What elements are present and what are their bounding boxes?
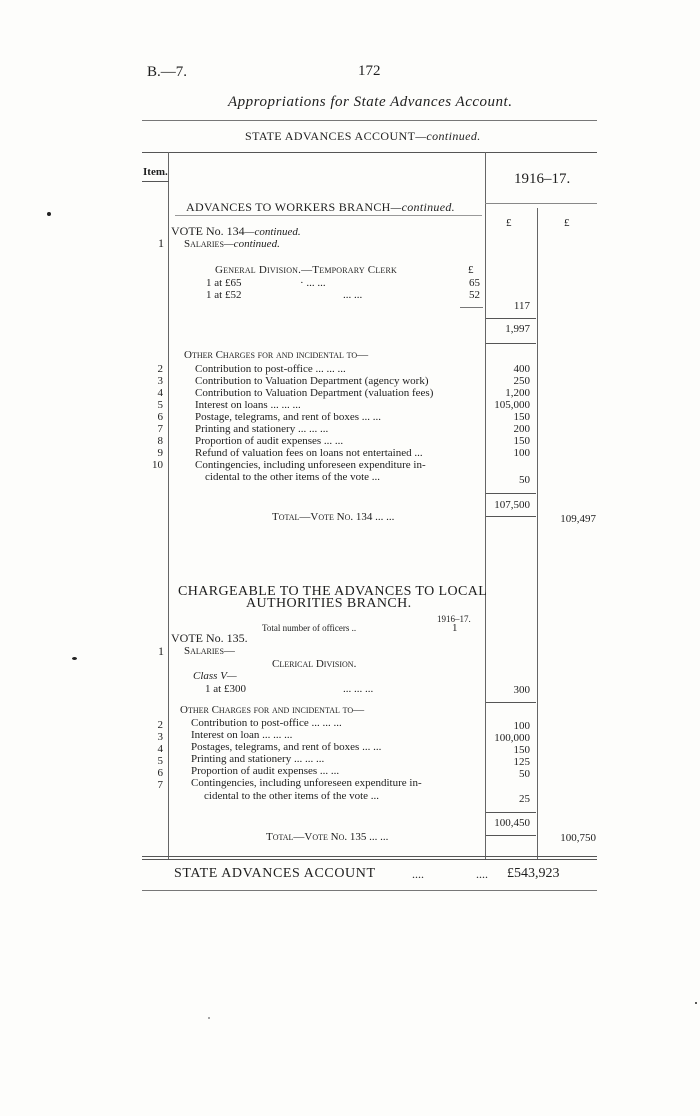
- charge-item-amount: 250: [513, 375, 530, 387]
- workers-vote-total: 109,497: [560, 513, 596, 525]
- grand-total-amount: £543,923: [507, 866, 560, 881]
- charge-item-amount: 150: [513, 435, 530, 447]
- officers-count: 1: [452, 622, 458, 634]
- local-vote-total-label: Total—Vote No. 135 ... ...: [266, 831, 389, 843]
- charge-item-number: 8: [157, 435, 163, 447]
- charge-item-number: 6: [157, 411, 163, 423]
- workers-salaries-item: 1: [158, 236, 164, 250]
- grand-total-dots: ....: [476, 867, 488, 881]
- charge-item-amount: 125: [513, 756, 530, 768]
- other-total-rule-bottom: [486, 516, 536, 517]
- charge-item-number: 3: [157, 375, 163, 387]
- charge-item-text: Contribution to post-office ... ... ...: [191, 717, 342, 729]
- charge-item-amount: 400: [513, 363, 530, 375]
- local-other-total-rule: [486, 812, 536, 813]
- charge-item-text: Contingencies, including unforeseen expenditure in-: [195, 459, 426, 471]
- charge-item-number: 7: [157, 779, 163, 791]
- officers-year: 1916–17.: [437, 614, 471, 624]
- local-heading-line1: CHARGEABLE TO THE ADVANCES TO LOCAL: [178, 584, 488, 599]
- year-header: 1916–17.: [514, 171, 571, 187]
- workers-subtotal: 1,997: [505, 323, 530, 335]
- scan-speck: [695, 1002, 697, 1004]
- charge-item-text: Contingencies, including unforeseen expenditure in-: [191, 777, 422, 789]
- charge-item-amount: 25: [519, 793, 530, 805]
- class-heading: Class V—: [193, 670, 237, 682]
- charge-item-text: Refund of valuation fees on loans not entertained ...: [195, 447, 423, 459]
- charge-item-text-continued: cidental to the other items of the vote ...: [205, 471, 381, 483]
- class-total-rule: [486, 702, 536, 703]
- item-header-rule: [142, 181, 169, 182]
- local-vote-total: 100,750: [560, 832, 596, 844]
- local-other-total: 100,450: [494, 817, 530, 829]
- class-row-dots: ... ... ...: [343, 683, 374, 695]
- workers-vote: VOTE No. 134—continued.: [171, 224, 301, 238]
- workers-vote-total-label: Total—Vote No. 134 ... ...: [272, 511, 395, 523]
- local-heading-line2: AUTHORITIES BRANCH.: [246, 596, 412, 611]
- charge-item-number: 4: [157, 743, 163, 755]
- charge-item-number: 4: [157, 387, 163, 399]
- page-number: 172: [358, 63, 381, 79]
- clerk-row-amount: 52: [469, 289, 480, 301]
- total-column-rule: [537, 208, 538, 859]
- charge-item-amount: 100: [513, 447, 530, 459]
- pound-sign-col2: £: [564, 217, 570, 229]
- charge-item-amount: 100: [513, 720, 530, 732]
- charge-item-text: Interest on loan ... ... ...: [191, 729, 293, 741]
- charge-item-amount: 1,200: [505, 387, 530, 399]
- charge-item-amount: 50: [519, 474, 530, 486]
- charge-item-text: Contribution to post-office ... ... ...: [195, 363, 346, 375]
- clerk-row-dots: ... ...: [343, 289, 363, 301]
- charge-item-amount: 200: [513, 423, 530, 435]
- class-row-amount: 300: [513, 684, 530, 696]
- charge-item-number: 9: [157, 447, 163, 459]
- local-vote: VOTE No. 135.: [171, 631, 248, 645]
- grand-total-dots: ....: [412, 867, 424, 881]
- footer-rule-top: [142, 856, 597, 857]
- salaries-total: 117: [513, 300, 530, 312]
- document-reference: B.—7.: [147, 64, 188, 80]
- charge-item-text: Contribution to Valuation Department (agency work): [195, 375, 429, 387]
- charge-item-text: Printing and stationery ... ... ...: [195, 423, 329, 435]
- charge-item-amount: 105,000: [494, 399, 530, 411]
- local-salaries-item: 1: [158, 644, 164, 658]
- charge-item-amount: 150: [513, 411, 530, 423]
- local-salaries: Salaries—: [184, 645, 235, 657]
- charge-item-text: Printing and stationery ... ... ...: [191, 753, 325, 765]
- subtotal-rule-top: [486, 318, 536, 319]
- charge-item-text: Proportion of audit expenses ... ...: [191, 765, 340, 777]
- workers-heading-rule: [175, 215, 482, 216]
- charge-item-number: 5: [157, 755, 163, 767]
- rule-header-top: [142, 152, 597, 153]
- rule-top: [142, 120, 597, 121]
- charge-item-number: 2: [157, 363, 163, 375]
- charge-item-amount: 100,000: [494, 732, 530, 744]
- local-other-total-rule-bottom: [486, 835, 536, 836]
- charge-item-text-continued: cidental to the other items of the vote ...: [204, 790, 380, 802]
- item-header: Item.: [143, 166, 168, 178]
- grand-total-label: STATE ADVANCES ACCOUNT: [174, 866, 376, 881]
- workers-heading: ADVANCES TO WORKERS BRANCH—continued.: [186, 200, 455, 214]
- clerk-row-label: 1 at £52: [206, 289, 242, 301]
- charge-item-text: Postages, telegrams, and rent of boxes ... ...: [191, 741, 382, 753]
- pound-sign-col1: £: [506, 217, 512, 229]
- page-title: Appropriations for State Advances Account.: [228, 94, 513, 110]
- charge-item-text: Contribution to Valuation Department (valuation fees): [195, 387, 434, 399]
- charge-item-number: 6: [157, 767, 163, 779]
- year-header-rule: [485, 203, 597, 204]
- clerk-row-label: 1 at £65: [206, 277, 242, 289]
- clerk-row-dots: · ... ...: [300, 277, 326, 289]
- general-division-heading: General Division.—Temporary Clerk: [215, 264, 398, 276]
- other-total-rule: [486, 493, 536, 494]
- scan-speck: [208, 1017, 210, 1019]
- charge-item-number: 3: [157, 731, 163, 743]
- local-other-charges-heading: Other Charges for and incidental to—: [180, 704, 365, 716]
- charge-item-number: 7: [157, 423, 163, 435]
- footer-rule-bottom: [142, 890, 597, 891]
- item-column-rule: [168, 152, 169, 859]
- workers-other-total: 107,500: [494, 499, 530, 511]
- charge-item-text: Proportion of audit expenses ... ...: [195, 435, 344, 447]
- general-division-pound: £: [468, 264, 474, 276]
- charge-item-number: 5: [157, 399, 163, 411]
- rule-table-bottom: [142, 859, 597, 860]
- charge-item-text: Postage, telegrams, and rent of boxes ... ...: [195, 411, 382, 423]
- clerk-row-amount: 65: [469, 277, 480, 289]
- charge-item-amount: 150: [513, 744, 530, 756]
- charge-item-text: Interest on loans ... ... ...: [195, 399, 301, 411]
- class-row-label: 1 at £300: [205, 683, 246, 695]
- clerical-division-heading: Clerical Division.: [272, 658, 357, 670]
- section-subtitle: STATE ADVANCES ACCOUNT—continued.: [245, 129, 481, 143]
- officers-label: Total number of officers ..: [262, 623, 357, 633]
- workers-salaries: Salaries—continued.: [184, 238, 280, 250]
- scan-speck: [72, 657, 77, 660]
- scan-speck: [47, 212, 51, 216]
- charge-item-number: 2: [157, 719, 163, 731]
- clerks-sum-rule: [460, 307, 483, 308]
- subtotal-rule-bottom: [486, 343, 536, 344]
- charge-item-number: 10: [152, 459, 163, 471]
- workers-other-charges-heading: Other Charges for and incidental to—: [184, 349, 369, 361]
- charge-item-amount: 50: [519, 768, 530, 780]
